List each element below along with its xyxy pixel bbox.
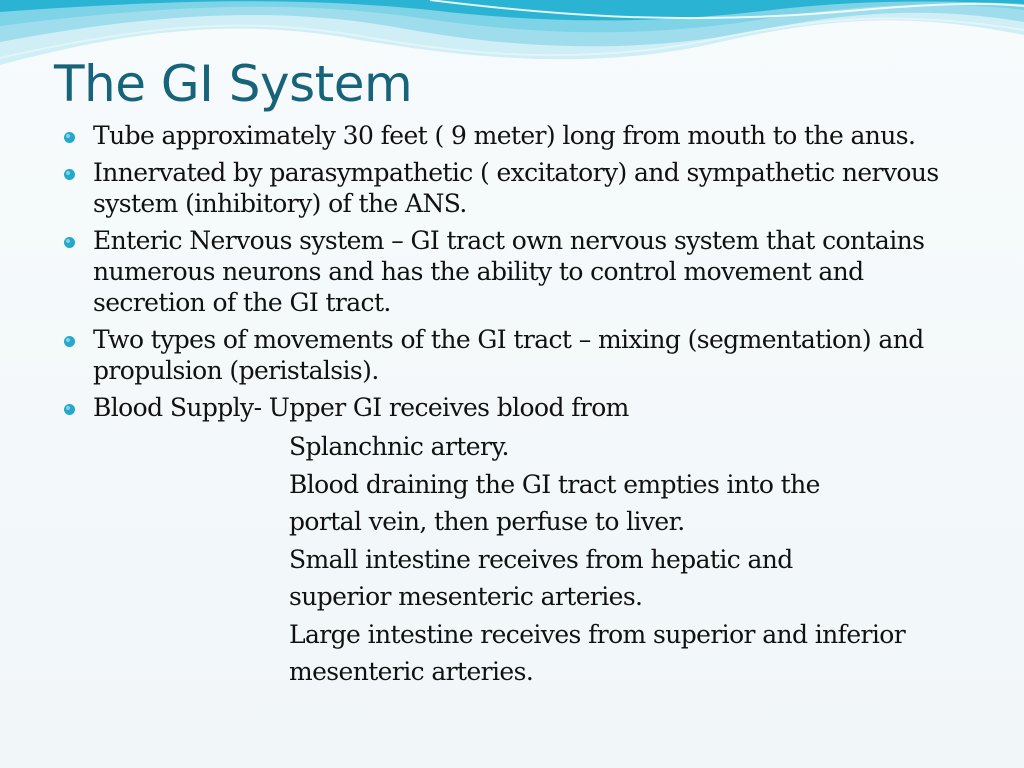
list-item — [60, 324, 980, 386]
detail-line: Large intestine receives from superior and inferior — [289, 619, 906, 649]
bullet-text: Innervated by parasympathetic ( excitatory) and sympathetic nervous system (inhibitory) of the ANS. — [93, 158, 939, 218]
detail-line: mesenteric arteries. — [289, 657, 534, 686]
round-bullet-icon — [64, 336, 75, 347]
round-bullet-icon — [64, 132, 75, 143]
blood-supply-details — [289, 428, 980, 691]
list-item — [60, 392, 980, 691]
list-item — [60, 225, 980, 318]
bullet-list — [60, 120, 980, 697]
slide-title: The GI System — [54, 55, 413, 113]
round-bullet-icon — [64, 237, 75, 248]
bullet-text: Tube approximately 30 feet ( 9 meter) long from mouth to the anus. — [93, 121, 916, 150]
detail-line: Splanchnic artery. — [289, 432, 509, 461]
round-bullet-icon — [64, 404, 75, 415]
detail-line: Blood draining the GI tract empties into the — [289, 469, 820, 499]
detail-line: superior mesenteric arteries. — [289, 582, 643, 611]
detail-line: portal vein, then perfuse to liver. — [289, 507, 685, 536]
bullet-text: Two types of movements of the GI tract – mixing (segmentation) and propulsion (peristalsis). — [93, 325, 924, 385]
detail-line: Small intestine receives from hepatic and — [289, 544, 793, 574]
round-bullet-icon — [64, 169, 75, 180]
list-item — [60, 157, 980, 219]
list-item — [60, 120, 980, 151]
bullet-text: Blood Supply- Upper GI receives blood from — [93, 393, 629, 422]
bullet-text: Enteric Nervous system – GI tract own nervous system that contains numerous neurons and has the ability to control movement and secretion of the GI tract. — [93, 226, 925, 317]
